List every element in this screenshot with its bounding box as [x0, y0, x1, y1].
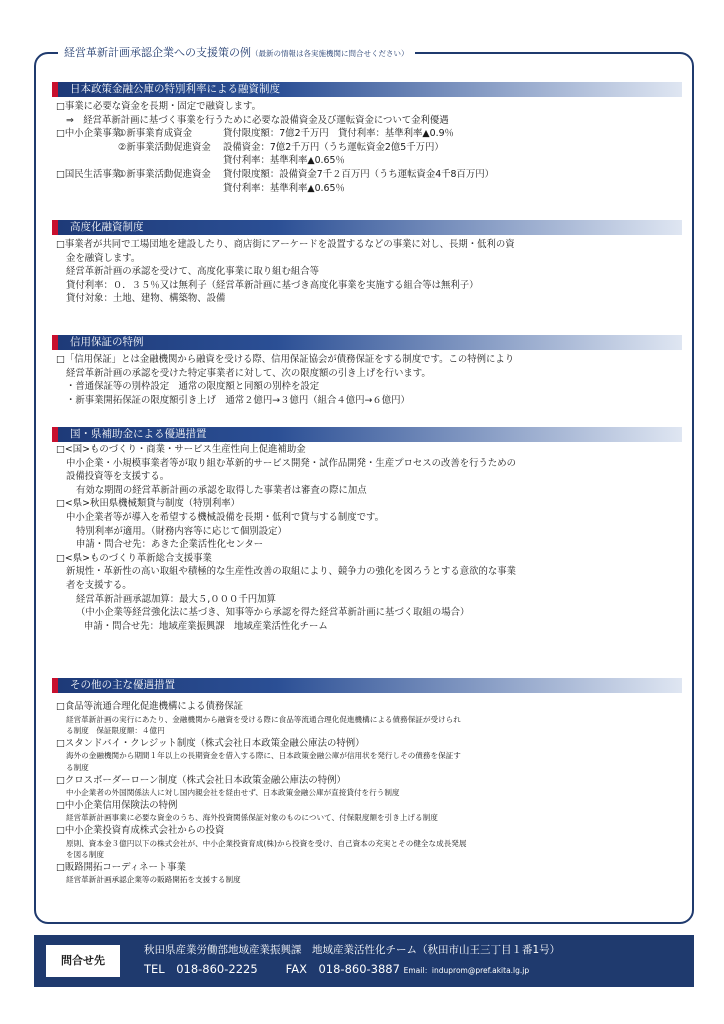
- text-line: 経営革新計画事業に必要な資金のうち、海外投資関係保証対象のものについて、付保限度額を引き上げる制度: [66, 813, 438, 823]
- loan-cell: [118, 182, 223, 196]
- section-body-other-measures: [56, 700, 680, 886]
- text-line: □事業者が共同で工場団地を建設したり、商店街にアーケードを設置するなどの事業に対し、長期・低利の資: [56, 239, 515, 250]
- text-line: 申請・問合せ先：あきた企業活性化センター: [76, 539, 264, 551]
- text-line: ⇒ 経営革新計画に基づく事業を行うために必要な設備資金及び運転資金について金利優遇: [66, 114, 449, 126]
- loan-cell: 貸付限度額：設備資金7千２百万円（うち運転資金4千8百万円）: [223, 168, 495, 180]
- contact-email: Email：induprom@pref.akita.lg.jp: [403, 966, 530, 975]
- text-line: 経営革新計画承認企業等の販路開拓を支援する制度: [66, 875, 241, 885]
- text-line: 申請・問合せ先：地域産業振興課 地域産業活性化チーム: [84, 620, 328, 632]
- text-line: 経営革新計画承認加算：最大５,０００千円加算: [76, 593, 276, 605]
- contact-footer: [34, 935, 694, 987]
- loan-cell: □中小企業事業: [56, 128, 122, 140]
- contact-fax: FAX 018-860-3887: [285, 962, 400, 976]
- text-line: 中小企業者の外国関係法人に対し国内親会社を経由せず、日本政策金融公庫が直接貸付を行う制度: [66, 788, 400, 798]
- section-body-subsidies: [56, 443, 680, 633]
- section-heading-finance-corp: 日本政策金融公庫の特別利率による融資制度: [52, 82, 682, 97]
- section-heading-other-measures: その他の主な優遇措置: [52, 678, 682, 693]
- loan-cell: ②新事業活動促進資金: [118, 141, 211, 153]
- text-line: 原則、資本金３億円以下の株式会社が、中小企業投資育成(株)から投資を受け、自己資本の充実とその健全な成長発展: [66, 838, 467, 848]
- page-title: [58, 45, 415, 61]
- text-line: 中小企業・小規模事業者等が取り組む革新的サービス開発・試作品開発・生産プロセスの改善を行うための: [66, 457, 517, 469]
- loan-cell: 貸付限度額：7億2千万円 貸付利率：基準利率▲0.9％: [223, 128, 454, 140]
- text-line: 特別利率が適用。（財務内容等に応じて個別設定）: [76, 525, 287, 537]
- text-line: （中小企業等経営強化法に基づき、知事等から承認を得た経営革新計画に基づく取組の場合）: [76, 607, 470, 619]
- text-line: 海外の金融機関から期間１年以上の長期資金を借入する際に、日本政策金融公庫が信用状を発行しその債務を保証す: [66, 751, 461, 761]
- text-line: る制度 保証限度額：４億円: [66, 726, 165, 736]
- text-line: 経営革新計画の実行にあたり、金融機関から融資を受ける際に食品等流通合理化促進機構による債務保証が受けられ: [66, 714, 461, 724]
- text-line: □スタンドバイ・クレジット制度（株式会社日本政策金融公庫法の特例）: [56, 737, 365, 749]
- contact-tel: TEL 018-860-2225: [144, 962, 258, 976]
- text-line: 経営革新計画の承認を受けた特定事業者に対して、次の限度額の引き上げを行います。: [66, 367, 431, 379]
- text-line: 設備投資等を支援する。: [66, 471, 170, 483]
- text-line: 金を融資します。: [66, 252, 141, 264]
- loan-cell: □国民生活事業: [56, 168, 122, 180]
- section-body-advanced-loan: [56, 238, 680, 306]
- text-line: 貸付利率：０．３５％又は無利子（経営革新計画に基づき高度化事業を実施する組合等は無利子）: [66, 279, 479, 291]
- text-line: を図る制度: [66, 850, 104, 860]
- loan-cell: [56, 141, 118, 155]
- text-line: 中小企業者等が導入を希望する機械設備を長期・低利で貸与する制度です。: [66, 511, 385, 523]
- text-line: □<県>秋田県機械類貸与制度（特別利率）: [56, 498, 240, 510]
- text-line: 新規性・革新性の高い取組や積極的な生産性改善の取組により、競争力の強化を図ろうとする意欲的な事業: [66, 566, 517, 578]
- loan-cell: 貸付利率：基準利率▲0.65％: [223, 182, 345, 194]
- text-line: □中小企業投資育成株式会社からの投資: [56, 824, 225, 836]
- text-line: 貸付対象：土地、建物、構築物、設備: [66, 293, 226, 305]
- text-line: ・普通保証等の別枠設定 通常の限度額と同額の別枠を設定: [66, 381, 320, 393]
- text-line: □販路開拓コーディネート事業: [56, 861, 186, 873]
- text-line: ・新事業開拓保証の限度額引き上げ 通常２億円→３億円（組合４億円→６億円）: [66, 394, 410, 406]
- contact-label: 問合せ先: [46, 945, 120, 977]
- section-heading-subsidies: 国・県補助金による優遇措置: [52, 427, 682, 442]
- loan-cell: [56, 182, 118, 196]
- text-line: □<国>ものづくり・商業・サービス生産性向上促進補助金: [56, 444, 306, 455]
- text-line: □事業に必要な資金を長期・固定で融資します。: [56, 101, 261, 112]
- text-line: □<県>ものづくり革新総合支援事業: [56, 552, 212, 564]
- page-title-note: （最新の情報は各実施機関に問合せください）: [251, 49, 409, 58]
- loan-cell: 貸付利率：基準利率▲0.65％: [223, 155, 345, 167]
- text-line: □「信用保証」とは金融機関から融資を受ける際、信用保証協会が債務保証をする制度です。この特例により: [56, 354, 515, 365]
- text-line: 経営革新計画の承認を受けて、高度化事業に取り組む組合等: [66, 266, 319, 278]
- text-line: 有効な期間の経営革新計画の承認を取得した事業者は審査の際に加点: [76, 484, 367, 496]
- section-body-credit-guarantee: [56, 353, 680, 407]
- loan-cell: [56, 154, 118, 168]
- text-line: □中小企業信用保険法の特例: [56, 799, 178, 811]
- loan-cell: [118, 154, 223, 168]
- loan-cell: 設備資金：7億2千万円（うち運転資金2億5千万円）: [223, 141, 444, 153]
- contact-office: 秋田県産業労働部地域産業振興課 地域産業活性化チーム（秋田市山王三丁目１番1号）: [144, 944, 561, 956]
- loan-table: [56, 127, 680, 195]
- text-line: □食品等流通合理化促進機構による債務保証: [56, 701, 243, 712]
- loan-cell: ①新事業活動促進資金: [118, 168, 211, 180]
- text-line: 者を支援する。: [66, 579, 132, 591]
- contact-numbers: [144, 961, 529, 979]
- section-body-finance-corp: [56, 100, 680, 195]
- text-line: □クロスボーダーローン制度（株式会社日本政策金融公庫法の特例）: [56, 774, 346, 786]
- text-line: る制度: [66, 762, 89, 772]
- section-heading-advanced-loan: 高度化融資制度: [52, 220, 682, 235]
- loan-cell: ①新事業育成資金: [118, 128, 193, 140]
- section-heading-credit-guarantee: 信用保証の特例: [52, 335, 682, 350]
- page-title-main: 経営革新計画承認企業への支援策の例: [64, 46, 251, 59]
